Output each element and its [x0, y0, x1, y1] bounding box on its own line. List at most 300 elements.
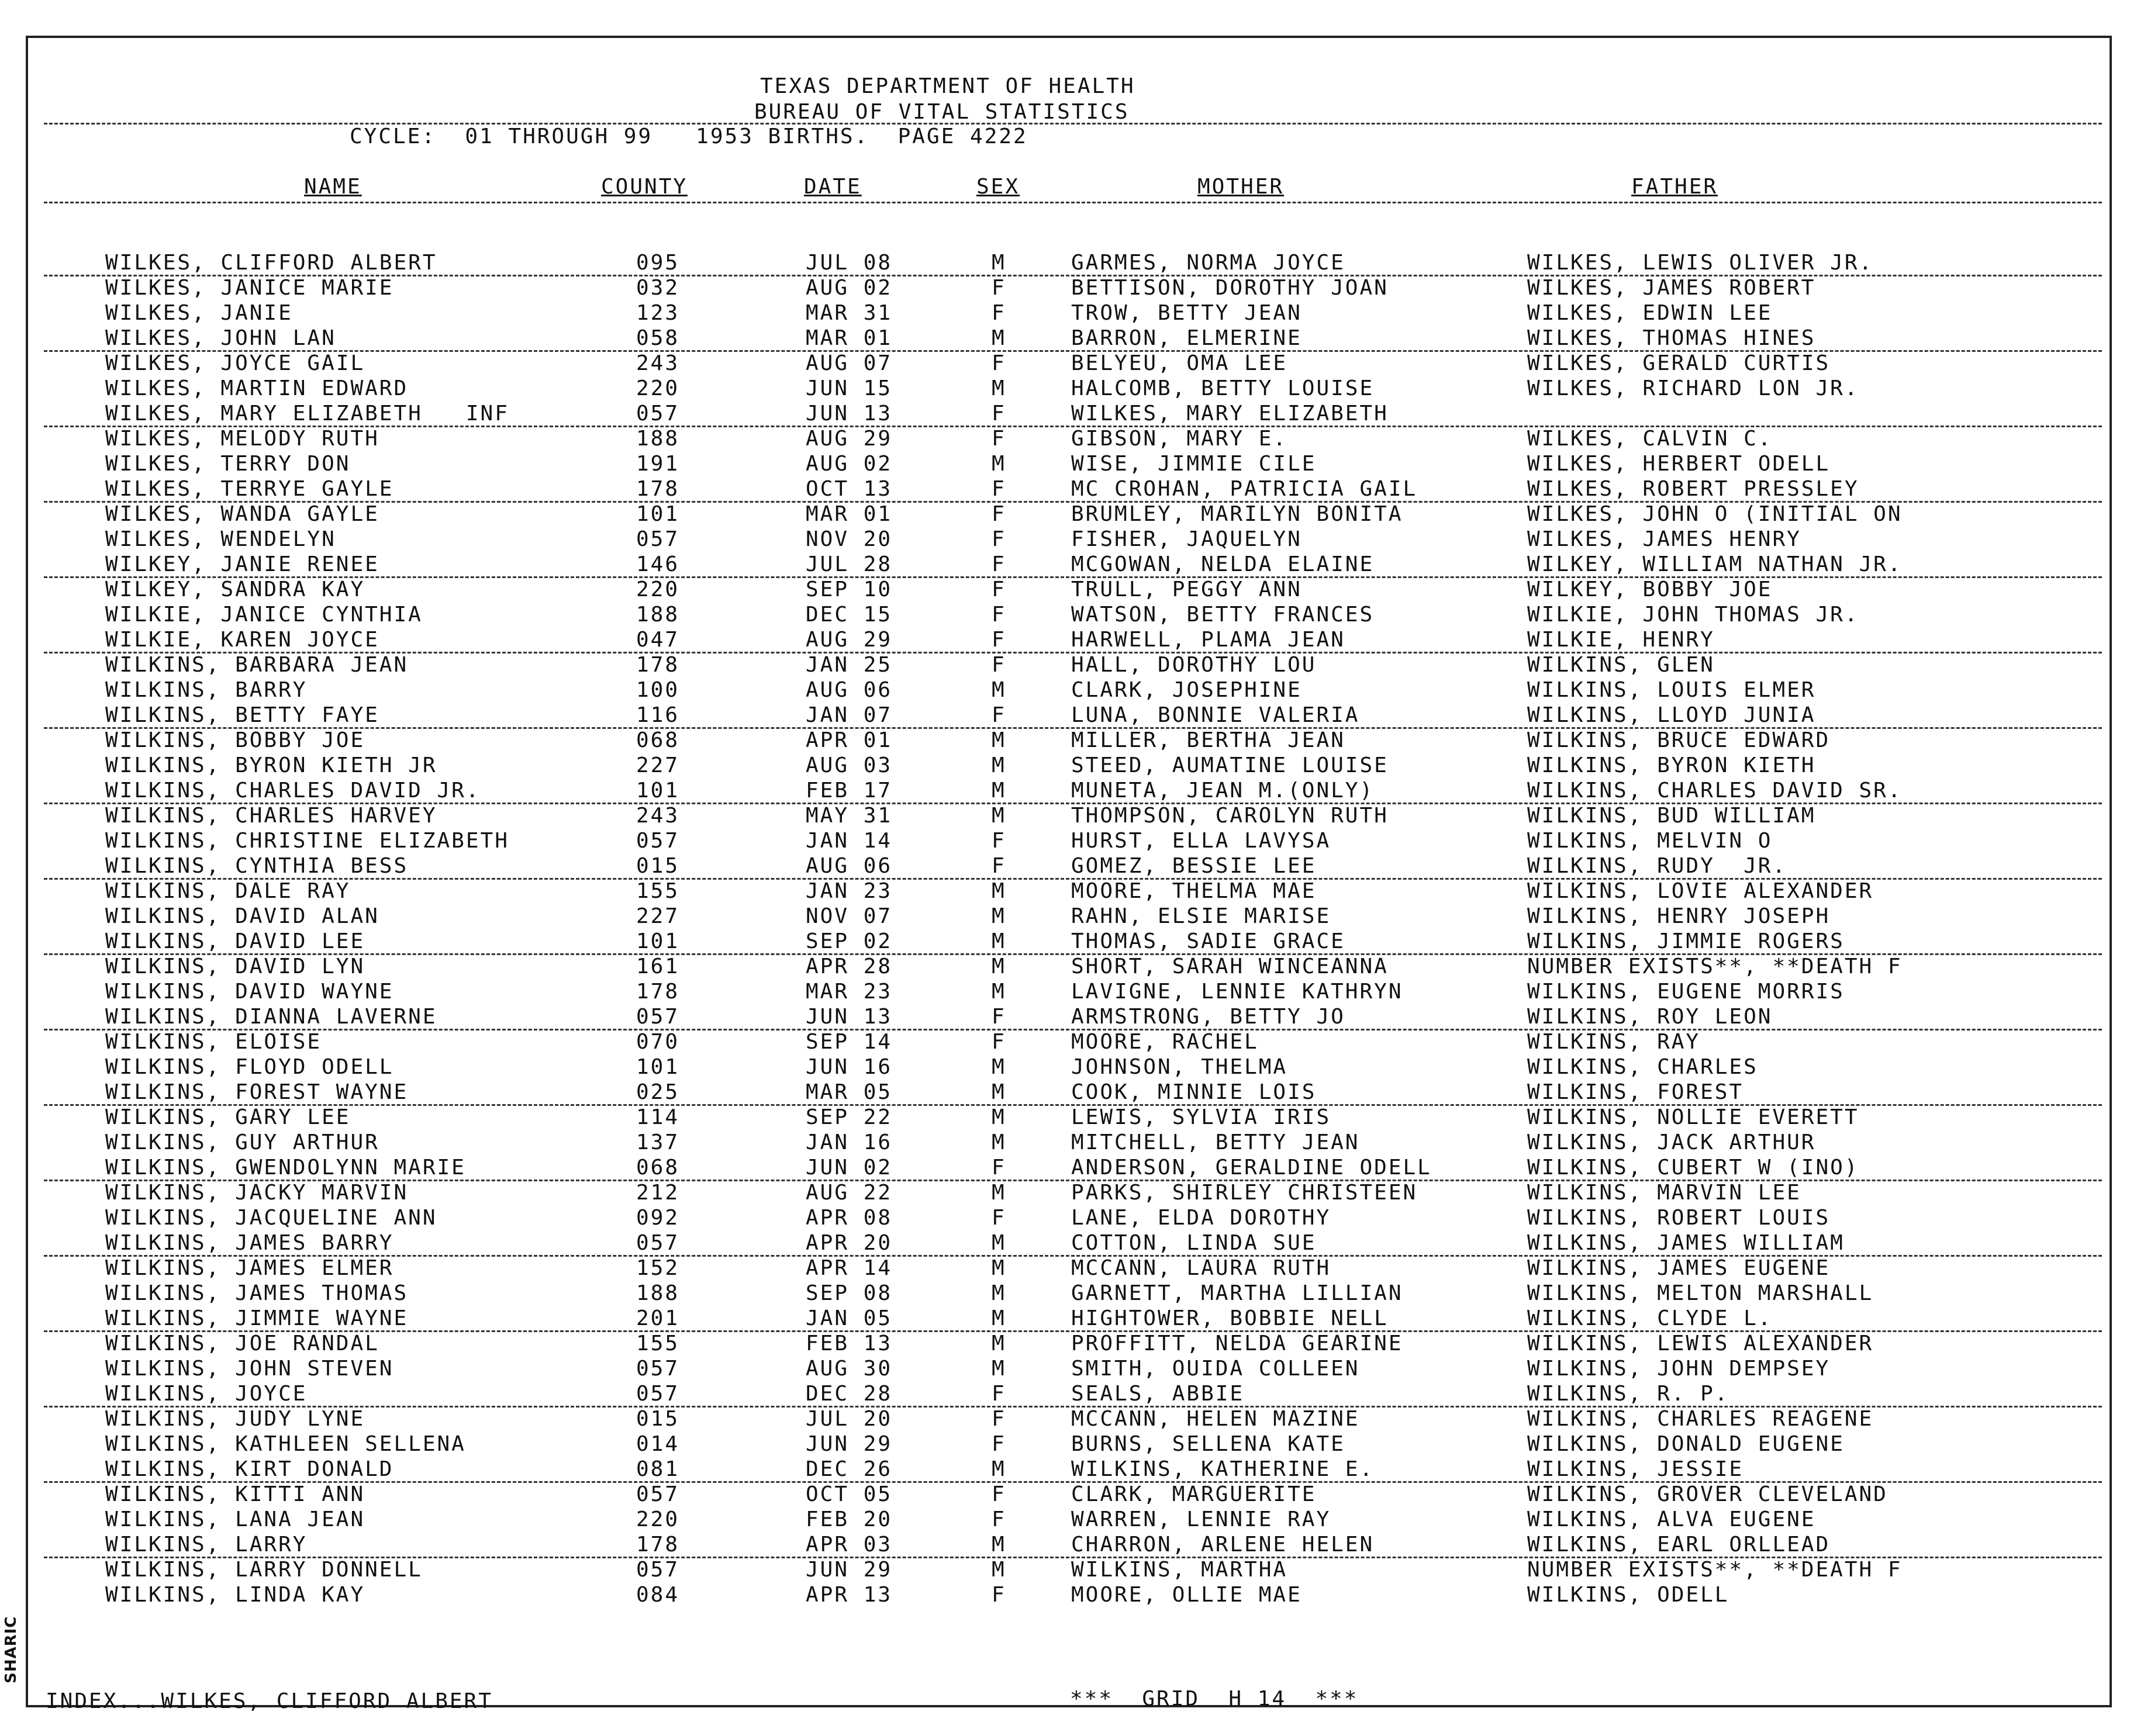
- record-date: JAN 05: [806, 1306, 893, 1330]
- record-county: 161: [636, 955, 680, 978]
- record-date: APR 01: [806, 728, 893, 752]
- record-father: WILKINS, MARVIN LEE: [1527, 1181, 1801, 1205]
- record-sex: M: [992, 1080, 1006, 1104]
- record-name: WILKINS, KITTI ANN: [105, 1482, 365, 1506]
- record-county: 081: [636, 1457, 680, 1481]
- record-mother: SEALS, ABBIE: [1071, 1382, 1245, 1406]
- record-mother: STEED, AUMATINE LOUISE: [1071, 753, 1389, 777]
- record-county: 212: [636, 1181, 680, 1205]
- record-father: WILKINS, CHARLES REAGENE: [1527, 1407, 1874, 1431]
- record-sex: F: [992, 628, 1006, 652]
- record-father: WILKINS, CLYDE L.: [1527, 1306, 1773, 1330]
- record-sex: M: [992, 251, 1006, 275]
- record-father: WILKINS, ALVA EUGENE: [1527, 1507, 1816, 1531]
- record-name: WILKINS, BYRON KIETH JR: [105, 753, 437, 777]
- record-name: WILKINS, BETTY FAYE: [105, 703, 379, 727]
- record-mother: COTTON, LINDA SUE: [1071, 1231, 1317, 1255]
- record-date: AUG 22: [806, 1181, 893, 1205]
- column-header-rule: [44, 202, 2102, 203]
- record-mother: GARNETT, MARTHA LILLIAN: [1071, 1281, 1403, 1305]
- record-father: WILKINS, EARL ORLLEAD: [1527, 1533, 1831, 1557]
- record-name: WILKINS, JUDY LYNE: [105, 1407, 365, 1431]
- record-county: 188: [636, 1281, 680, 1305]
- record-sex: F: [992, 703, 1006, 727]
- record-sex: F: [992, 1432, 1006, 1456]
- record-county: 227: [636, 904, 680, 928]
- record-date: APR 13: [806, 1583, 893, 1607]
- record-father: WILKES, THOMAS HINES: [1527, 326, 1816, 350]
- record-county: 095: [636, 251, 680, 275]
- record-date: MAR 05: [806, 1080, 893, 1104]
- record-father: WILKEY, BOBBY JOE: [1527, 577, 1773, 601]
- record-mother: HIGHTOWER, BOBBIE NELL: [1071, 1306, 1389, 1330]
- record-county: 068: [636, 728, 680, 752]
- record-name: WILKINS, GUY ARTHUR: [105, 1130, 379, 1154]
- record-mother: LUNA, BONNIE VALERIA: [1071, 703, 1360, 727]
- record-date: JUN 13: [806, 1005, 893, 1029]
- record-mother: MUNETA, JEAN M.(ONLY): [1071, 779, 1375, 803]
- record-name: WILKINS, FOREST WAYNE: [105, 1080, 409, 1104]
- record-name: WILKINS, DAVID ALAN: [105, 904, 379, 928]
- record-mother: CHARRON, ARLENE HELEN: [1071, 1533, 1375, 1557]
- record-county: 152: [636, 1256, 680, 1280]
- record-sex: M: [992, 1130, 1006, 1154]
- record-date: APR 14: [806, 1256, 893, 1280]
- footer-index: INDEX...WILKES, CLIFFORD ALBERT: [46, 1689, 493, 1713]
- record-mother: RAHN, ELSIE MARISE: [1071, 904, 1331, 928]
- record-mother: TROW, BETTY JEAN: [1071, 301, 1302, 325]
- record-county: 123: [636, 301, 680, 325]
- record-sex: F: [992, 301, 1006, 325]
- record-name: WILKINS, BARBARA JEAN: [105, 653, 409, 677]
- record-county: 155: [636, 1332, 680, 1355]
- record-sex: M: [992, 1256, 1006, 1280]
- record-date: AUG 07: [806, 351, 893, 375]
- record-name: WILKES, WANDA GAYLE: [105, 502, 379, 526]
- record-mother: WISE, JIMMIE CILE: [1071, 452, 1317, 476]
- record-mother: MILLER, BERTHA JEAN: [1071, 728, 1345, 752]
- record-county: 101: [636, 1055, 680, 1079]
- record-sex: M: [992, 904, 1006, 928]
- record-name: WILKINS, JAMES THOMAS: [105, 1281, 409, 1305]
- record-name: WILKINS, JAMES BARRY: [105, 1231, 394, 1255]
- record-sex: M: [992, 1231, 1006, 1255]
- record-father: WILKINS, LLOYD JUNIA: [1527, 703, 1816, 727]
- record-sex: M: [992, 1281, 1006, 1305]
- record-father: WILKIE, HENRY: [1527, 628, 1715, 652]
- record-father: WILKES, ROBERT PRESSLEY: [1527, 477, 1859, 501]
- record-county: 220: [636, 1507, 680, 1531]
- record-date: APR 03: [806, 1533, 893, 1557]
- record-mother: BRUMLEY, MARILYN BONITA: [1071, 502, 1403, 526]
- record-name: WILKINS, FLOYD ODELL: [105, 1055, 394, 1079]
- record-sex: F: [992, 653, 1006, 677]
- record-date: SEP 22: [806, 1105, 893, 1129]
- record-father: WILKINS, ROY LEON: [1527, 1005, 1773, 1029]
- record-father: WILKINS, JIMMIE ROGERS: [1527, 929, 1845, 953]
- record-name: WILKINS, JOYCE: [105, 1382, 308, 1406]
- record-name: WILKINS, KATHLEEN SELLENA: [105, 1432, 466, 1456]
- record-date: SEP 10: [806, 577, 893, 601]
- record-mother: GIBSON, MARY E.: [1071, 427, 1288, 451]
- record-father: WILKINS, GLEN: [1527, 653, 1715, 677]
- record-father: WILKES, JOHN O (INITIAL ON: [1527, 502, 1903, 526]
- record-name: WILKINS, JACQUELINE ANN: [105, 1206, 437, 1230]
- record-county: 057: [636, 1357, 680, 1381]
- record-mother: HALCOMB, BETTY LOUISE: [1071, 376, 1375, 400]
- record-name: WILKINS, CYNTHIA BESS: [105, 854, 409, 878]
- record-mother: BARRON, ELMERINE: [1071, 326, 1302, 350]
- record-father: WILKINS, JACK ARTHUR: [1527, 1130, 1816, 1154]
- record-name: WILKINS, JACKY MARVIN: [105, 1181, 409, 1205]
- record-sex: F: [992, 1407, 1006, 1431]
- record-sex: M: [992, 955, 1006, 978]
- record-name: WILKINS, CHARLES DAVID JR.: [105, 779, 481, 803]
- record-date: JUL 08: [806, 251, 893, 275]
- record-mother: BELYEU, OMA LEE: [1071, 351, 1288, 375]
- record-sex: F: [992, 527, 1006, 551]
- record-mother: THOMAS, SADIE GRACE: [1071, 929, 1345, 953]
- record-father: WILKINS, JAMES WILLIAM: [1527, 1231, 1845, 1255]
- record-mother: HALL, DOROTHY LOU: [1071, 653, 1317, 677]
- record-date: OCT 05: [806, 1482, 893, 1506]
- record-county: 191: [636, 452, 680, 476]
- record-father: WILKES, RICHARD LON JR.: [1527, 376, 1859, 400]
- record-mother: WILKINS, MARTHA: [1071, 1558, 1288, 1582]
- record-county: 015: [636, 854, 680, 878]
- record-mother: MCCANN, HELEN MAZINE: [1071, 1407, 1360, 1431]
- record-county: 057: [636, 1482, 680, 1506]
- record-father: WILKIE, JOHN THOMAS JR.: [1527, 603, 1859, 627]
- record-father: WILKINS, MELVIN O: [1527, 829, 1773, 853]
- record-date: JUN 13: [806, 402, 893, 426]
- record-father: WILKINS, FOREST: [1527, 1080, 1744, 1104]
- column-header-father: FATHER: [1631, 175, 1718, 199]
- record-date: JAN 23: [806, 879, 893, 903]
- record-mother: MOORE, OLLIE MAE: [1071, 1583, 1302, 1607]
- record-date: MAR 23: [806, 980, 893, 1004]
- record-father: WILKINS, HENRY JOSEPH: [1527, 904, 1831, 928]
- record-date: SEP 14: [806, 1030, 893, 1054]
- record-county: 137: [636, 1130, 680, 1154]
- record-name: WILKES, WENDELYN: [105, 527, 336, 551]
- record-sex: M: [992, 929, 1006, 953]
- record-sex: F: [992, 1507, 1006, 1531]
- record-mother: LEWIS, SYLVIA IRIS: [1071, 1105, 1331, 1129]
- record-sex: F: [992, 1482, 1006, 1506]
- record-name: WILKES, TERRY DON: [105, 452, 351, 476]
- record-date: JUL 28: [806, 552, 893, 576]
- record-county: 068: [636, 1156, 680, 1180]
- record-sex: M: [992, 1105, 1006, 1129]
- record-name: WILKINS, BOBBY JOE: [105, 728, 365, 752]
- record-date: APR 08: [806, 1206, 893, 1230]
- column-header-sex: SEX: [976, 175, 1020, 199]
- record-sex: M: [992, 326, 1006, 350]
- record-name: WILKIE, KAREN JOYCE: [105, 628, 379, 652]
- record-father: WILKINS, ROBERT LOUIS: [1527, 1206, 1831, 1230]
- record-name: WILKES, JANIE: [105, 301, 293, 325]
- record-father: WILKINS, NOLLIE EVERETT: [1527, 1105, 1859, 1129]
- record-father: WILKES, GERALD CURTIS: [1527, 351, 1831, 375]
- header-line-2: BUREAU OF VITAL STATISTICS: [754, 100, 1130, 124]
- record-father: WILKINS, JAMES EUGENE: [1527, 1256, 1831, 1280]
- record-county: 220: [636, 376, 680, 400]
- record-name: WILKINS, CHRISTINE ELIZABETH: [105, 829, 509, 853]
- record-name: WILKINS, DAVID LYN: [105, 955, 365, 978]
- record-date: SEP 08: [806, 1281, 893, 1305]
- record-sex: M: [992, 1332, 1006, 1355]
- record-father: WILKINS, LOVIE ALEXANDER: [1527, 879, 1874, 903]
- record-sex: M: [992, 452, 1006, 476]
- record-mother: TRULL, PEGGY ANN: [1071, 577, 1302, 601]
- record-county: 188: [636, 603, 680, 627]
- record-name: WILKINS, JIMMIE WAYNE: [105, 1306, 409, 1330]
- record-sex: M: [992, 1558, 1006, 1582]
- record-county: 057: [636, 1005, 680, 1029]
- record-date: JAN 16: [806, 1130, 893, 1154]
- record-county: 243: [636, 804, 680, 828]
- record-sex: M: [992, 1457, 1006, 1481]
- record-county: 188: [636, 427, 680, 451]
- record-name: WILKES, MARTIN EDWARD: [105, 376, 409, 400]
- record-sex: M: [992, 804, 1006, 828]
- record-mother: MCGOWAN, NELDA ELAINE: [1071, 552, 1375, 576]
- record-county: 057: [636, 402, 680, 426]
- record-sex: F: [992, 1206, 1006, 1230]
- record-sex: F: [992, 1583, 1006, 1607]
- record-father: WILKINS, GROVER CLEVELAND: [1527, 1482, 1888, 1506]
- record-father: WILKINS, LOUIS ELMER: [1527, 678, 1816, 702]
- record-father: WILKES, EDWIN LEE: [1527, 301, 1773, 325]
- record-father: WILKINS, MELTON MARSHALL: [1527, 1281, 1874, 1305]
- record-sex: F: [992, 502, 1006, 526]
- column-header-name: NAME: [304, 175, 362, 199]
- record-name: WILKINS, LARRY DONNELL: [105, 1558, 423, 1582]
- record-date: MAR 31: [806, 301, 893, 325]
- record-date: DEC 15: [806, 603, 893, 627]
- record-father: WILKINS, R. P.: [1527, 1382, 1729, 1406]
- record-mother: SMITH, OUIDA COLLEEN: [1071, 1357, 1360, 1381]
- record-county: 057: [636, 1558, 680, 1582]
- record-date: JAN 14: [806, 829, 893, 853]
- record-date: FEB 17: [806, 779, 893, 803]
- record-father: WILKINS, BYRON KIETH: [1527, 753, 1816, 777]
- record-father: WILKEY, WILLIAM NATHAN JR.: [1527, 552, 1903, 576]
- record-mother: MCCANN, LAURA RUTH: [1071, 1256, 1331, 1280]
- record-sex: F: [992, 577, 1006, 601]
- record-date: NOV 07: [806, 904, 893, 928]
- record-father: WILKINS, RAY: [1527, 1030, 1701, 1054]
- record-name: WILKEY, SANDRA KAY: [105, 577, 365, 601]
- header-line-1: TEXAS DEPARTMENT OF HEALTH: [760, 74, 1135, 98]
- record-mother: BETTISON, DOROTHY JOAN: [1071, 276, 1389, 300]
- record-date: FEB 20: [806, 1507, 893, 1531]
- record-mother: LAVIGNE, LENNIE KATHRYN: [1071, 980, 1403, 1004]
- record-sex: F: [992, 1030, 1006, 1054]
- record-sex: F: [992, 276, 1006, 300]
- record-mother: CLARK, JOSEPHINE: [1071, 678, 1302, 702]
- record-mother: FISHER, JAQUELYN: [1071, 527, 1302, 551]
- column-header-date: DATE: [804, 175, 862, 199]
- record-date: JUL 20: [806, 1407, 893, 1431]
- record-father: WILKINS, BRUCE EDWARD: [1527, 728, 1831, 752]
- record-county: 116: [636, 703, 680, 727]
- record-date: AUG 02: [806, 452, 893, 476]
- record-sex: M: [992, 1533, 1006, 1557]
- record-name: WILKEY, JANIE RENEE: [105, 552, 379, 576]
- record-father: WILKES, CALVIN C.: [1527, 427, 1773, 451]
- record-father: WILKINS, ODELL: [1527, 1583, 1729, 1607]
- record-sex: M: [992, 728, 1006, 752]
- record-sex: M: [992, 1357, 1006, 1381]
- record-date: AUG 29: [806, 628, 893, 652]
- record-name: WILKINS, LARRY: [105, 1533, 308, 1557]
- record-date: APR 28: [806, 955, 893, 978]
- record-name: WILKES, TERRYE GAYLE: [105, 477, 394, 501]
- record-county: 201: [636, 1306, 680, 1330]
- record-sex: M: [992, 376, 1006, 400]
- record-sex: M: [992, 980, 1006, 1004]
- record-date: AUG 06: [806, 678, 893, 702]
- record-county: 058: [636, 326, 680, 350]
- record-county: 032: [636, 276, 680, 300]
- record-sex: F: [992, 603, 1006, 627]
- record-sex: F: [992, 1156, 1006, 1180]
- record-mother: WILKES, MARY ELIZABETH: [1071, 402, 1389, 426]
- record-sex: F: [992, 402, 1006, 426]
- record-county: 178: [636, 477, 680, 501]
- record-father: WILKINS, EUGENE MORRIS: [1527, 980, 1845, 1004]
- record-mother: COOK, MINNIE LOIS: [1071, 1080, 1317, 1104]
- record-county: 101: [636, 929, 680, 953]
- record-date: JUN 02: [806, 1156, 893, 1180]
- record-father: WILKINS, LEWIS ALEXANDER: [1527, 1332, 1874, 1355]
- record-sex: F: [992, 829, 1006, 853]
- record-name: WILKINS, CHARLES HARVEY: [105, 804, 437, 828]
- record-mother: MITCHELL, BETTY JEAN: [1071, 1130, 1360, 1154]
- record-date: SEP 02: [806, 929, 893, 953]
- cycle-line: CYCLE: 01 THROUGH 99 1953 BIRTHS. PAGE 4222: [350, 125, 1028, 148]
- record-name: WILKES, JOHN LAN: [105, 326, 336, 350]
- record-county: 178: [636, 1533, 680, 1557]
- record-name: WILKINS, JAMES ELMER: [105, 1256, 394, 1280]
- record-county: 015: [636, 1407, 680, 1431]
- record-county: 220: [636, 577, 680, 601]
- record-date: FEB 13: [806, 1332, 893, 1355]
- record-name: WILKES, MARY ELIZABETH INF: [105, 402, 509, 426]
- record-mother: GARMES, NORMA JOYCE: [1071, 251, 1345, 275]
- record-sex: M: [992, 1055, 1006, 1079]
- record-mother: MOORE, THELMA MAE: [1071, 879, 1317, 903]
- record-father: NUMBER EXISTS**, **DEATH F: [1527, 955, 1903, 978]
- column-header-mother: MOTHER: [1197, 175, 1285, 199]
- record-date: NOV 20: [806, 527, 893, 551]
- record-sex: F: [992, 1005, 1006, 1029]
- record-name: WILKINS, GWENDOLYNN MARIE: [105, 1156, 466, 1180]
- record-name: WILKINS, GARY LEE: [105, 1105, 351, 1129]
- record-name: WILKINS, ELOISE: [105, 1030, 322, 1054]
- record-mother: MC CROHAN, PATRICIA GAIL: [1071, 477, 1418, 501]
- record-county: 100: [636, 678, 680, 702]
- record-date: DEC 26: [806, 1457, 893, 1481]
- record-date: MAR 01: [806, 326, 893, 350]
- record-mother: JOHNSON, THELMA: [1071, 1055, 1288, 1079]
- record-father: WILKINS, CHARLES DAVID SR.: [1527, 779, 1903, 803]
- record-mother: WILKINS, KATHERINE E.: [1071, 1457, 1375, 1481]
- record-county: 057: [636, 527, 680, 551]
- column-header-county: COUNTY: [601, 175, 688, 199]
- record-county: 101: [636, 502, 680, 526]
- record-county: 070: [636, 1030, 680, 1054]
- side-label: SHARIC: [2, 1616, 20, 1683]
- record-name: WILKINS, DAVID LEE: [105, 929, 365, 953]
- record-sex: M: [992, 779, 1006, 803]
- record-mother: ANDERSON, GERALDINE ODELL: [1071, 1156, 1432, 1180]
- record-father: WILKINS, CUBERT W (INO): [1527, 1156, 1859, 1180]
- record-mother: WARREN, LENNIE RAY: [1071, 1507, 1331, 1531]
- record-date: MAY 31: [806, 804, 893, 828]
- record-date: JAN 25: [806, 653, 893, 677]
- record-name: WILKES, JOYCE GAIL: [105, 351, 365, 375]
- record-county: 243: [636, 351, 680, 375]
- record-father: WILKINS, DONALD EUGENE: [1527, 1432, 1845, 1456]
- record-name: WILKINS, DIANNA LAVERNE: [105, 1005, 437, 1029]
- record-sex: M: [992, 879, 1006, 903]
- record-date: OCT 13: [806, 477, 893, 501]
- record-county: 057: [636, 1382, 680, 1406]
- record-county: 178: [636, 980, 680, 1004]
- record-date: JUN 16: [806, 1055, 893, 1079]
- record-father: WILKINS, BUD WILLIAM: [1527, 804, 1816, 828]
- record-father: WILKES, LEWIS OLIVER JR.: [1527, 251, 1874, 275]
- record-county: 047: [636, 628, 680, 652]
- record-date: AUG 06: [806, 854, 893, 878]
- record-father: WILKINS, JOHN DEMPSEY: [1527, 1357, 1831, 1381]
- record-mother: MOORE, RACHEL: [1071, 1030, 1259, 1054]
- record-county: 014: [636, 1432, 680, 1456]
- record-mother: CLARK, MARGUERITE: [1071, 1482, 1317, 1506]
- record-date: AUG 29: [806, 427, 893, 451]
- record-date: MAR 01: [806, 502, 893, 526]
- record-mother: PROFFITT, NELDA GEARINE: [1071, 1332, 1403, 1355]
- record-mother: HURST, ELLA LAVYSA: [1071, 829, 1331, 853]
- record-date: JUN 29: [806, 1558, 893, 1582]
- record-name: WILKINS, LANA JEAN: [105, 1507, 365, 1531]
- record-name: WILKINS, DALE RAY: [105, 879, 351, 903]
- record-name: WILKES, CLIFFORD ALBERT: [105, 251, 437, 275]
- record-mother: PARKS, SHIRLEY CHRISTEEN: [1071, 1181, 1418, 1205]
- record-mother: WATSON, BETTY FRANCES: [1071, 603, 1375, 627]
- record-county: 084: [636, 1583, 680, 1607]
- record-sex: F: [992, 351, 1006, 375]
- record-name: WILKINS, LINDA KAY: [105, 1583, 365, 1607]
- record-county: 155: [636, 879, 680, 903]
- record-date: AUG 03: [806, 753, 893, 777]
- record-county: 092: [636, 1206, 680, 1230]
- record-date: AUG 02: [806, 276, 893, 300]
- record-date: JAN 07: [806, 703, 893, 727]
- record-county: 146: [636, 552, 680, 576]
- record-county: 178: [636, 653, 680, 677]
- record-date: AUG 30: [806, 1357, 893, 1381]
- record-mother: THOMPSON, CAROLYN RUTH: [1071, 804, 1389, 828]
- record-name: WILKINS, DAVID WAYNE: [105, 980, 394, 1004]
- record-father: WILKES, HERBERT ODELL: [1527, 452, 1831, 476]
- record-name: WILKINS, BARRY: [105, 678, 308, 702]
- record-father: WILKES, JAMES HENRY: [1527, 527, 1801, 551]
- record-sex: M: [992, 1306, 1006, 1330]
